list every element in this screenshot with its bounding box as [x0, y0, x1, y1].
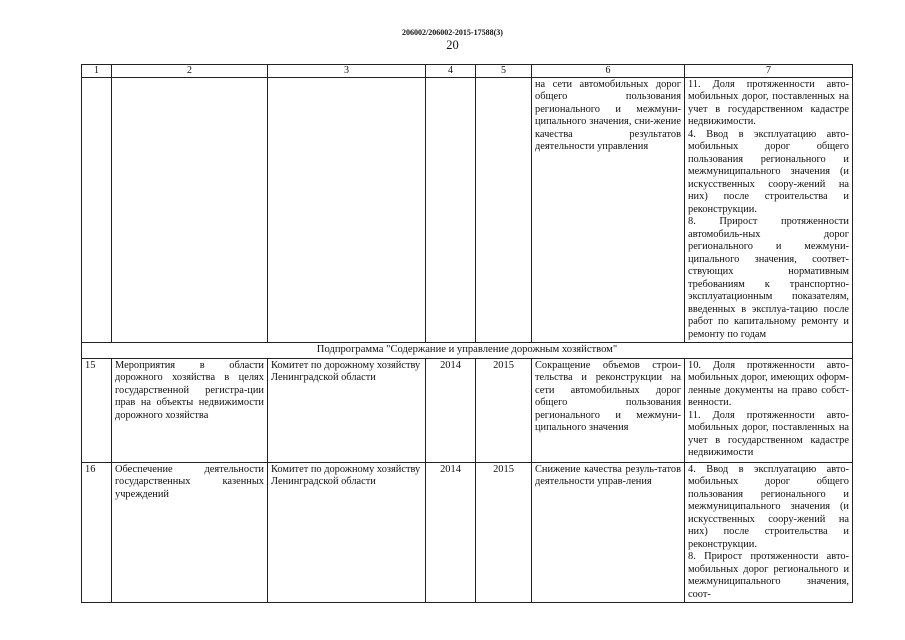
empty-cell	[426, 78, 476, 343]
subprogram-title: Подпрограмма "Содержание и управление дорожным хозяйством"	[82, 343, 853, 359]
indicator-item: 4. Ввод в эксплуатацию авто-мобильных дорог общего пользования регионального и межмуниципального значения (и искусственных соору-жений на них) после строительства и реконструкции.	[688, 463, 849, 550]
column-number: 3	[268, 65, 426, 78]
empty-cell	[268, 78, 426, 343]
table-row	[82, 358, 853, 462]
start-year-cell: 2014	[426, 462, 476, 602]
indicators-cell	[685, 358, 853, 462]
table-row	[82, 462, 853, 602]
indicator-item: 10. Доля протяженности авто-мобильных дорог, имеющих оформ-ленные документы на право собст-венности.	[688, 359, 849, 409]
indicator-item: 11. Доля протяженности авто-мобильных дорог, поставленных на учет в государственном кадастре недвижимости	[688, 409, 849, 459]
executor-cell: Комитет по дорожному хозяйству Ленинградской области	[268, 358, 426, 462]
end-year-cell: 2015	[476, 462, 532, 602]
executor-cell: Комитет по дорожному хозяйству Ленинградской области	[268, 462, 426, 602]
end-year-cell: 2015	[476, 358, 532, 462]
indicators-cell	[685, 78, 853, 343]
column-number: 1	[82, 65, 112, 78]
column-number: 6	[532, 65, 685, 78]
start-year-cell: 2014	[426, 358, 476, 462]
column-number: 4	[426, 65, 476, 78]
consequences-cell: Сокращение объемов строи-тельства и реконструкции на сети автомобильных дорог общего пользования регионального и межмуни-ципального значения	[532, 358, 685, 462]
continuation-row	[82, 78, 853, 343]
consequences-cell: на сети автомобильных дорог общего пользования регионального и межмуни-ципального значения, сни-жение качества результатов деятельности управления	[532, 78, 685, 343]
empty-cell	[112, 78, 268, 343]
measure-cell: Обеспечение деятельности государственных казенных учреждений	[112, 462, 268, 602]
program-table	[81, 64, 853, 603]
column-number: 2	[112, 65, 268, 78]
consequences-cell: Снижение качества резуль-татов деятельности управ-ления	[532, 462, 685, 602]
indicators-cell	[685, 462, 853, 602]
indicator-item: 8. Прирост протяженности авто-мобильных дорог регионального и межмуниципального значения, соот-	[688, 551, 849, 600]
column-number: 7	[685, 65, 853, 78]
document-id: 206002/206002-2015-17588(3)	[402, 28, 503, 37]
row-number: 16	[82, 462, 112, 602]
empty-cell	[82, 78, 112, 343]
empty-cell	[476, 78, 532, 343]
row-number: 15	[82, 358, 112, 462]
column-number: 5	[476, 65, 532, 78]
column-number-row	[82, 65, 853, 78]
indicator-item: 4. Ввод в эксплуатацию авто-мобильных дорог общего пользования регионального и межмуниципального значения (и искусственных соору-жений на них) после строительства и реконструкции.	[688, 128, 849, 215]
page-number: 20	[446, 38, 459, 52]
subprogram-row	[82, 343, 853, 359]
measure-cell: Мероприятия в области дорожного хозяйства в целях государственной регистра-ции прав на объекты недвижимости дорожного хозяйства	[112, 358, 268, 462]
indicator-item: 8. Прирост протяженности автомобиль-ных дорог регионального и межмуни-ципального значения, соответ-ствующих нормативным требованиям к транспортно-эксплуатационным показателям, введенных в эксплуа-тацию после работ по капитальному ремонту и ремонту по годам	[688, 216, 849, 340]
indicator-item: 11. Доля протяженности авто-мобильных дорог, поставленных на учет в государственном кадастре недвижимости.	[688, 79, 849, 128]
